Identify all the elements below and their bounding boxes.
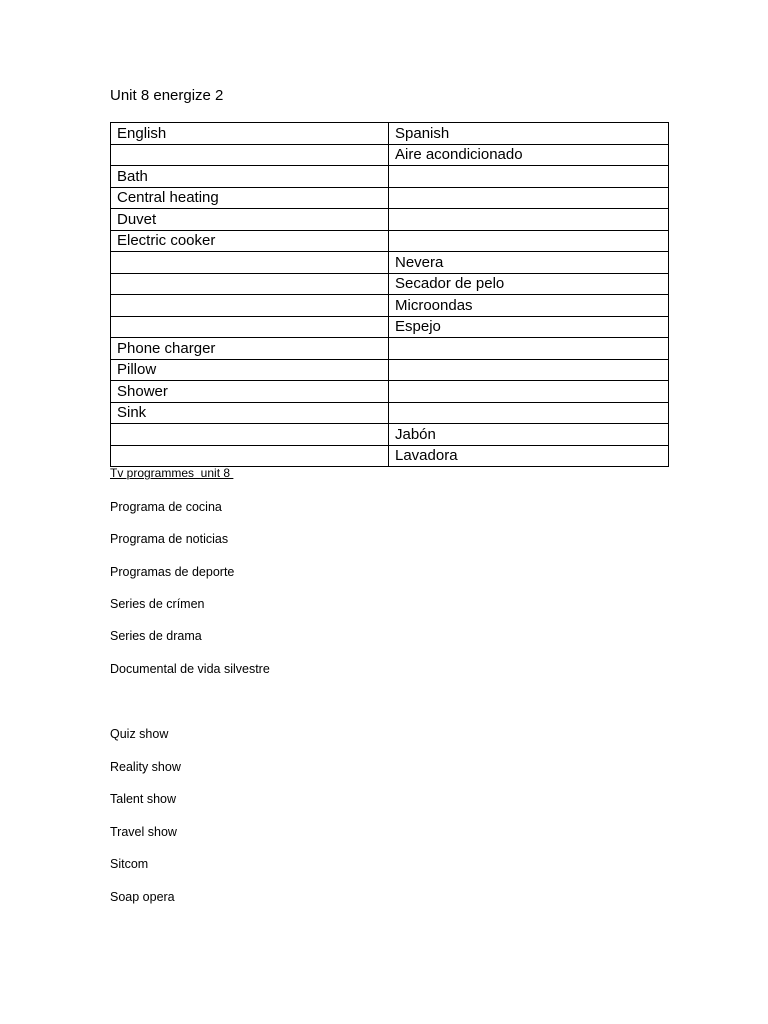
cell-spanish: Nevera (389, 252, 669, 274)
cell-english: Duvet (111, 209, 389, 231)
table-row (111, 402, 669, 424)
cell-spanish (389, 402, 669, 424)
page-title: Unit 8 energize 2 (110, 87, 224, 104)
header-spanish: Spanish (389, 123, 669, 145)
cell-spanish (389, 166, 669, 188)
tv-programmes-heading: Tv programmes unit 8 (110, 466, 234, 480)
cell-spanish (389, 359, 669, 381)
cell-english (111, 252, 389, 274)
table-row (111, 209, 669, 231)
cell-spanish: Jabón (389, 424, 669, 446)
tv-list-item: Series de drama (110, 629, 202, 643)
cell-english: Pillow (111, 359, 389, 381)
cell-english: Electric cooker (111, 230, 389, 252)
cell-english: Shower (111, 381, 389, 403)
tv-list-item: Soap opera (110, 890, 175, 904)
cell-spanish: Espejo (389, 316, 669, 338)
cell-spanish: Secador de pelo (389, 273, 669, 295)
table-header-row (111, 123, 669, 145)
cell-english: Phone charger (111, 338, 389, 360)
table-row (111, 273, 669, 295)
table-row (111, 166, 669, 188)
tv-list-item: Travel show (110, 825, 177, 839)
table-row (111, 316, 669, 338)
table-row (111, 187, 669, 209)
table-row (111, 424, 669, 446)
cell-spanish (389, 209, 669, 231)
cell-english: Sink (111, 402, 389, 424)
cell-english: Bath (111, 166, 389, 188)
table-row (111, 230, 669, 252)
tv-list-item: Talent show (110, 792, 177, 806)
cell-spanish (389, 187, 669, 209)
cell-spanish: Microondas (389, 295, 669, 317)
tv-list-item: Quiz show (110, 727, 169, 741)
tv-list-item: Sitcom (110, 857, 149, 871)
vocabulary-table (110, 122, 669, 467)
tv-list-item: Reality show (110, 760, 181, 774)
cell-spanish (389, 338, 669, 360)
cell-english (111, 295, 389, 317)
table-row (111, 359, 669, 381)
table-row (111, 338, 669, 360)
header-english: English (111, 123, 389, 145)
cell-spanish: Lavadora (389, 445, 669, 467)
cell-english: Central heating (111, 187, 389, 209)
cell-english (111, 445, 389, 467)
tv-list-item: Series de crímen (110, 597, 205, 611)
cell-english (111, 424, 389, 446)
table-row (111, 445, 669, 467)
cell-english (111, 316, 389, 338)
tv-list-item: Programas de deporte (110, 565, 235, 579)
cell-english (111, 273, 389, 295)
cell-spanish: Aire acondicionado (389, 144, 669, 166)
table-row (111, 295, 669, 317)
tv-list-item: Programa de cocina (110, 500, 222, 514)
table-row (111, 252, 669, 274)
cell-english (111, 144, 389, 166)
cell-spanish (389, 381, 669, 403)
table-row (111, 144, 669, 166)
tv-list-item: Documental de vida silvestre (110, 662, 270, 676)
table-row (111, 381, 669, 403)
cell-spanish (389, 230, 669, 252)
tv-list-item: Programa de noticias (110, 532, 229, 546)
